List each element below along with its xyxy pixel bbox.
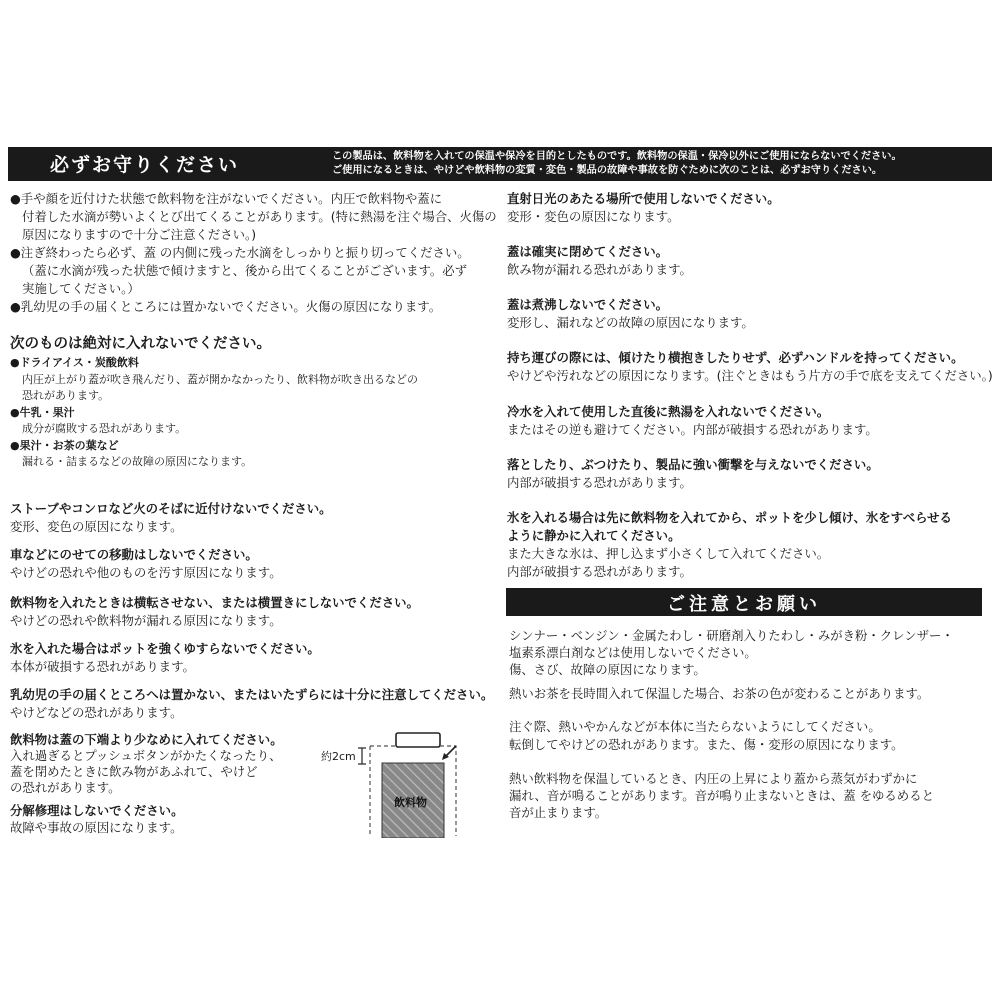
warning-desc: 変形、変色の原因になります。	[10, 519, 183, 534]
note-line: 塩素系漂白剤などは使用しないでください。	[509, 645, 757, 660]
warning-desc: 飲み物が漏れる恐れがあります。	[507, 262, 692, 277]
repair-warning	[10, 802, 183, 836]
pot-fill-diagram	[318, 728, 468, 838]
liquid-label: 飲料物	[394, 796, 427, 809]
left-bullets	[10, 190, 497, 316]
warning-desc: 変形し、漏れなどの故障の原因になります。	[507, 315, 754, 330]
warning-desc: やけどの恐れや他のものを汚す原因になります。	[10, 565, 282, 580]
never-title: 次のものは絶対に入れないでください。	[10, 336, 271, 352]
warning-title: 蓋は確実に閉めてください。	[507, 244, 669, 259]
warning-desc: 故障や事故の原因になります。	[10, 820, 183, 835]
warning-desc: やけどなどの恐れがあります。	[10, 705, 183, 720]
warning-desc: やけどや汚れなどの原因になります。(注ぐときはもう片方の手で底を支えてください。)	[507, 368, 993, 383]
warning-desc: 本体が破損する恐れがあります。	[10, 659, 195, 674]
warning-title: 分解修理はしないでください。	[10, 803, 184, 818]
warning-title: 冷水を入れて使用した直後に熱湯を入れないでください。	[507, 404, 830, 419]
bullet-line: （蓋に水滴が残った状態で傾けますと、後から出てくることがございます。必ず	[22, 263, 468, 278]
note-line: 注ぐ際、熱いやかんなどが本体に当たらないようにしてください。	[509, 719, 881, 734]
note-line: 音が止まります。	[509, 805, 608, 820]
header-note	[332, 150, 902, 178]
warning-block	[10, 686, 493, 722]
never-item-desc: 内圧が上がり蓋が吹き飛んだり、蓋が開かなかったり、飲料物が吹き出るなどの	[22, 372, 418, 386]
note-line: 漏れ、音が鳴ることがあります。音が鳴り止まないときは、蓋 をゆるめると	[509, 788, 934, 803]
warning-desc: やけどの恐れや飲料物が漏れる原因になります。	[10, 613, 282, 628]
warning-block	[507, 243, 692, 279]
note-line: 熱い飲料物を保温しているとき、内圧の上昇により蓋から蒸気がわずかに	[509, 771, 918, 786]
warning-desc: 内部が破損する恐れがあります。	[507, 564, 692, 579]
never-item-name: ●果汁・お茶の葉など	[10, 438, 119, 452]
warning-desc: 変形・変色の原因になります。	[507, 209, 680, 224]
fill-warning	[10, 732, 283, 796]
warning-title: 車などにのせての移動はしないでください。	[10, 547, 258, 562]
warning-title: 持ち運びの際には、傾けたり横抱きしたりせず、必ずハンドルを持ってください。	[507, 350, 964, 365]
never-list	[10, 355, 418, 471]
warning-desc: 蓋を閉めたときに飲み物があふれて、やけど	[10, 764, 258, 779]
note-line: シンナー・ベンジン・金属たわし・研磨剤入りたわし・みがき粉・クレンザー・	[509, 628, 954, 643]
ice-warning	[507, 509, 952, 581]
note-line: 熱いお茶を長時間入れて保温した場合、お茶の色が変わることがあります。	[509, 686, 930, 701]
note-block	[509, 770, 934, 821]
warning-block	[10, 546, 282, 582]
note-block	[509, 718, 904, 754]
bullet-line: ●手や顔を近付けた状態で飲料物を注がないでください。内圧で飲料物や蓋に	[10, 191, 443, 206]
bullet-line: ●注ぎ終わったら必ず、蓋 の内側に残った水滴をしっかりと振り切ってください。	[10, 245, 470, 260]
never-item-name: ●牛乳・果汁	[10, 405, 75, 419]
never-item-name: ●ドライアイス・炭酸飲料	[10, 356, 139, 369]
warning-desc: また大きな氷は、押し込まず小さくして入れてください。	[507, 546, 830, 561]
warning-title: 乳幼児の手の届くところへは置かない、またはいたずらには十分に注意してください。	[10, 687, 494, 702]
note-block	[509, 627, 954, 678]
bullet-line: 実施してください。）	[22, 281, 140, 296]
header-note-line: この製品は、飲料物を入れての保温や保冷を目的としたものです。飲料物の保温・保冷以外にご使用にならないでください。	[332, 151, 902, 162]
bullet-line: 原因になりますので十分ご注意ください。)	[22, 227, 257, 242]
warning-desc: 内部が破損する恐れがあります。	[507, 475, 692, 490]
note-block	[509, 685, 929, 703]
warning-desc: の恐れがあります。	[10, 780, 121, 795]
header-note-line: ご使用になるときは、やけどや飲料物の変質・変色・製品の故障や事故を防ぐために次のことは、必ずお守りください。	[332, 165, 883, 176]
warning-desc: またはその逆も避けてください。内部が破損する恐れがあります。	[507, 422, 878, 437]
warning-block	[10, 594, 419, 630]
warning-title: 蓋は煮沸しないでください。	[507, 297, 669, 312]
never-item-desc: 成分が腐敗する恐れがあります。	[22, 422, 187, 435]
warning-title: 飲料物を入れたときは横転させない、または横置きにしないでください。	[10, 595, 419, 610]
warning-block	[10, 500, 332, 536]
page-title: 必ずお守りください	[50, 154, 240, 176]
warning-block	[507, 349, 993, 385]
never-item-desc: 漏れる・詰まるなどの故障の原因になります。	[22, 455, 253, 468]
bullet-line: ●乳幼児の手の届くところには置かないでください。火傷の原因になります。	[10, 299, 442, 314]
warning-title: 飲料物は蓋の下端より少なめに入れてください。	[10, 732, 283, 747]
gap-label: 約2cm	[321, 750, 356, 763]
warning-block	[507, 296, 754, 332]
warning-title: ストーブやコンロなど火のそばに近付けないでください。	[10, 501, 332, 516]
warning-title: 氷を入れた場合はポットを強くゆすらないでください。	[10, 641, 320, 656]
warning-title: 氷を入れる場合は先に飲料物を入れてから、ポットを少し傾け、氷をすべらせる	[507, 510, 952, 525]
warning-block	[507, 190, 780, 226]
warning-block	[10, 640, 320, 676]
note-line: 転倒してやけどの恐れがあります。また、傷・変形の原因になります。	[509, 737, 904, 752]
warning-block	[507, 456, 879, 492]
never-item-desc: 恐れがあります。	[22, 389, 110, 402]
warning-title: ように静かに入れてください。	[507, 528, 681, 543]
bullet-line: 付着した水滴が勢いよくとび出てくることがあります。(特に熱湯を注ぐ場合、火傷の	[22, 209, 497, 224]
warning-title: 直射日光のあたる場所で使用しないでください。	[507, 191, 780, 206]
warning-title: 落としたり、ぶつけたり、製品に強い衝撃を与えないでください。	[507, 457, 879, 472]
warning-block	[507, 403, 878, 439]
section-title: ご注意とお願い	[667, 594, 821, 615]
note-line: 傷、さび、故障の原因になります。	[509, 662, 706, 677]
warning-desc: 入れ過ぎるとプッシュボタンがかたくなったり、	[10, 748, 282, 763]
